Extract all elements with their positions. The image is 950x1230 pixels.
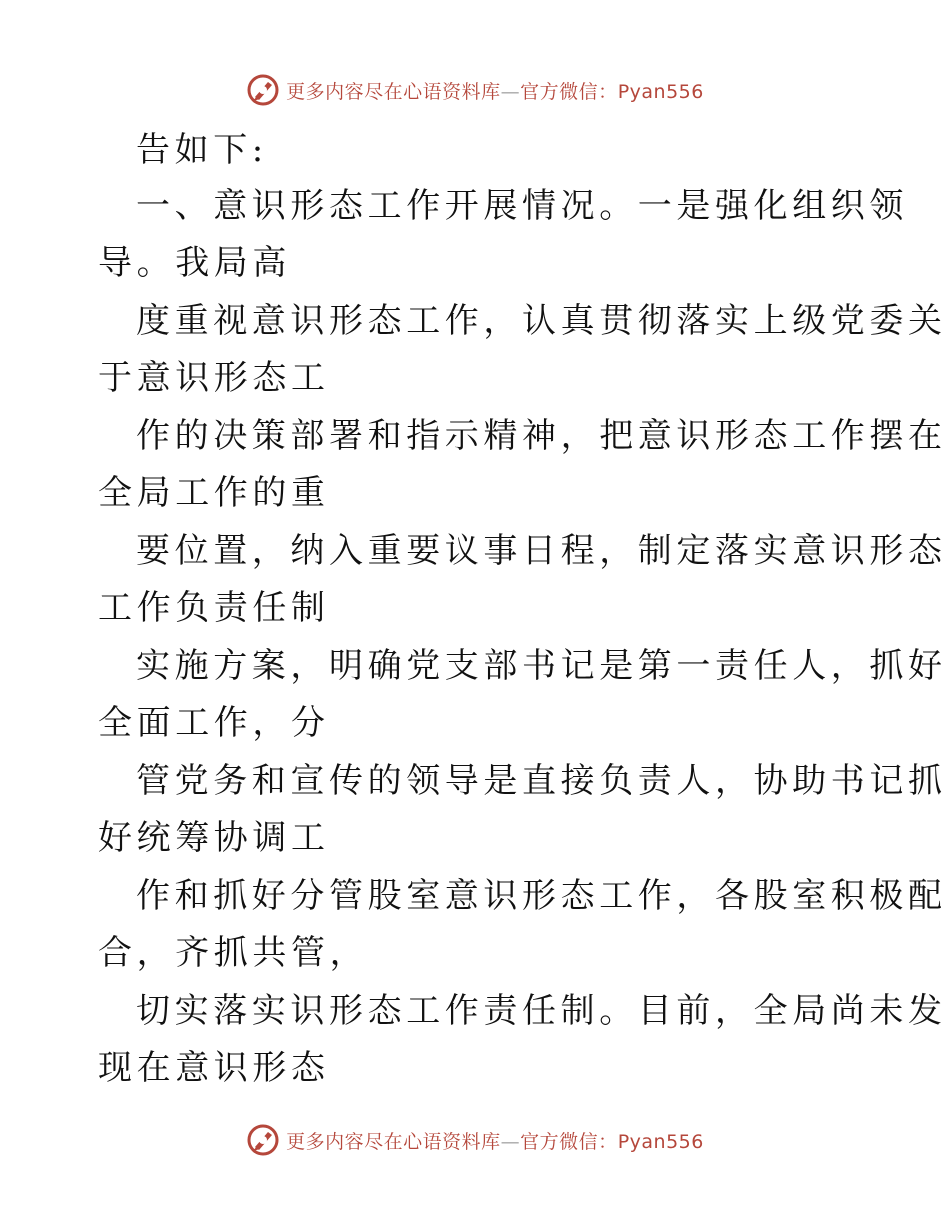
- brand-logo-icon: [246, 1123, 280, 1157]
- text-line: 切实落实识形态工作责任制。目前，全局尚未发: [136, 991, 947, 1031]
- text-line: 导。我局高: [98, 243, 291, 283]
- header-watermark: [0, 70, 950, 110]
- brand-logo-icon: [246, 73, 280, 107]
- watermark-brand: 更多内容尽在心语资料库: [286, 80, 501, 103]
- watermark-brand: 更多内容尽在心语资料库: [286, 1130, 501, 1153]
- watermark-text: [286, 1127, 704, 1154]
- text-line: 告如下:: [136, 130, 268, 170]
- watermark-label: 官方微信：: [520, 80, 618, 103]
- watermark-account: Pyan556: [617, 1130, 704, 1153]
- text-line: 作和抓好分管股室意识形态工作，各股室积极配: [136, 876, 947, 916]
- text-line: 度重视意识形态工作，认真贯彻落实上级党委关: [136, 301, 947, 341]
- text-line: 实施方案，明确党支部书记是第一责任人，抓好: [136, 646, 947, 686]
- text-line: 于意识形态工: [98, 358, 330, 398]
- watermark-separator: —: [500, 1130, 521, 1153]
- text-line: 管党务和宣传的领导是直接负责人，协助书记抓: [136, 761, 947, 801]
- watermark-account: Pyan556: [617, 80, 704, 103]
- text-line: 一、意识形态工作开展情况。一是强化组织领: [136, 186, 908, 226]
- watermark-separator: —: [500, 80, 521, 103]
- text-line: 要位置，纳入重要议事日程，制定落实意识形态: [136, 531, 947, 571]
- text-line: 现在意识形态: [98, 1048, 330, 1088]
- text-line: 合，齐抓共管，: [98, 933, 369, 973]
- text-line: 作的决策部署和指示精神，把意识形态工作摆在: [136, 416, 947, 456]
- text-line: 全面工作，分: [98, 703, 330, 743]
- text-line: 好统筹协调工: [98, 818, 330, 858]
- text-line: 全局工作的重: [98, 473, 330, 513]
- watermark-label: 官方微信：: [520, 1130, 618, 1153]
- text-line: 工作负责任制: [98, 588, 330, 628]
- watermark-text: [286, 77, 704, 104]
- footer-watermark: [0, 1120, 950, 1160]
